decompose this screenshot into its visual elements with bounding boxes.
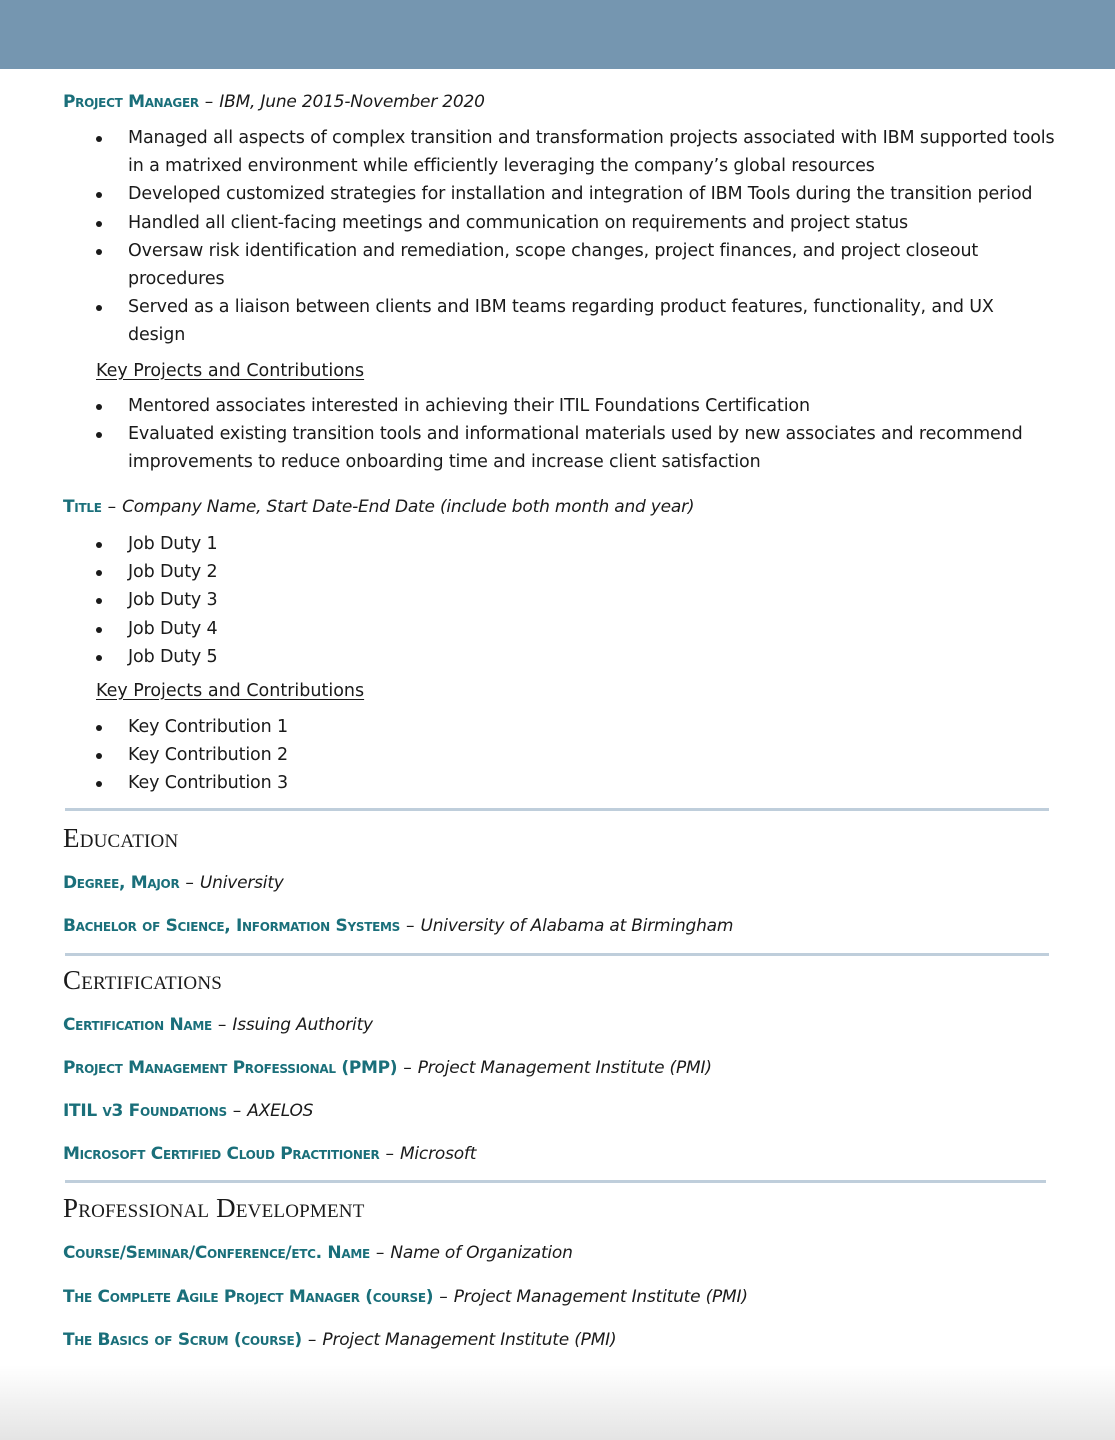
separator: –: [375, 1243, 385, 1263]
list-item-text: Job Duty 3: [128, 590, 218, 611]
job-title: Project Manager: [63, 92, 199, 112]
list-item: [96, 769, 1056, 797]
job-duties-list: [96, 530, 1056, 671]
list-item: [96, 530, 1056, 558]
bullet-icon: [96, 192, 102, 198]
list-item-text: Developed customized strategies for installation and integration of IBM Tools during the transition period: [128, 184, 1033, 205]
separator: –: [185, 873, 194, 893]
list-item-text: Job Duty 4: [128, 618, 218, 639]
bullet-icon: [96, 136, 102, 142]
list-item: [96, 558, 1056, 586]
separator: –: [232, 1101, 242, 1121]
certification-title: Project Management Professional (PMP): [63, 1058, 398, 1078]
issuer: AXELOS: [247, 1101, 314, 1121]
list-item: [96, 293, 1056, 349]
bullet-icon: [96, 249, 102, 255]
development-entry: [63, 1242, 573, 1264]
list-item: [96, 586, 1056, 614]
certification-entry: [63, 1100, 313, 1122]
bullet-icon: [96, 655, 102, 661]
organization: Name of Organization: [390, 1243, 573, 1263]
degree-title: Degree, Major: [63, 873, 180, 893]
list-item: [96, 741, 1056, 769]
job-entry-header: [63, 496, 694, 518]
institution: University: [199, 873, 284, 893]
separator: –: [405, 916, 415, 936]
bullet-icon: [96, 627, 102, 633]
issuer: Microsoft: [399, 1144, 477, 1164]
bullet-icon: [96, 598, 102, 604]
list-item-text: Key Contribution 1: [128, 717, 288, 737]
list-item-text: Oversaw risk identification and remediation, scope changes, project finances, and project closeout procedures: [128, 240, 979, 290]
separator: –: [439, 1287, 448, 1307]
key-projects-heading: Key Projects and Contributions: [96, 681, 365, 701]
list-item-text: Managed all aspects of complex transition and transformation projects associated with IBM supported tools in a matrixed environment while efficiently leveraging the company’s global resources: [128, 128, 1055, 177]
list-item-text: Evaluated existing transition tools and informational materials used by new associates and recommend improvements to reduce onboarding time and increase client satisfaction: [128, 424, 1023, 473]
list-item: [96, 615, 1056, 643]
list-item: [96, 420, 1056, 476]
development-entry: [63, 1286, 748, 1308]
list-item: [96, 124, 1056, 180]
issuer: Issuing Authority: [232, 1015, 373, 1035]
certification-entry: [63, 1014, 373, 1036]
job-entry-header: [63, 91, 485, 113]
certification-title: Certification Name: [63, 1015, 212, 1035]
certification-entry: [63, 1143, 476, 1165]
issuer: Project Management Institute (PMI): [417, 1058, 712, 1078]
list-item-text: Job Duty 2: [128, 562, 218, 583]
section-divider: [65, 808, 1049, 811]
section-divider: [65, 1180, 1046, 1183]
certification-title: ITIL v3 Foundations: [63, 1101, 227, 1121]
job-title: Title: [63, 497, 102, 517]
course-title: The Basics of Scrum (course): [63, 1330, 302, 1350]
separator: –: [307, 1330, 317, 1350]
section-heading-certifications: Certifications: [63, 965, 223, 995]
institution: University of Alabama at Birmingham: [420, 916, 734, 936]
list-item-text: Key Contribution 3: [128, 773, 288, 794]
section-heading-education: Education: [63, 823, 179, 853]
bullet-icon: [96, 305, 102, 311]
bullet-icon: [96, 753, 102, 759]
contributions-list: [96, 392, 1056, 477]
organization: Project Management Institute (PMI): [322, 1330, 617, 1350]
bullet-icon: [96, 725, 102, 731]
list-item-text: Mentored associates interested in achieving their ITIL Foundations Certification: [128, 396, 810, 416]
section-divider: [65, 953, 1049, 956]
list-item: [96, 643, 1056, 671]
separator: –: [107, 497, 117, 517]
course-title: The Complete Agile Project Manager (course): [63, 1287, 434, 1307]
job-company-dates: Company Name, Start Date-End Date (include both month and year): [122, 497, 695, 517]
list-item: [96, 392, 1056, 420]
development-entry: [63, 1329, 616, 1351]
certification-entry: [63, 1057, 712, 1079]
bullet-icon: [96, 432, 102, 438]
education-entry: [63, 872, 284, 894]
separator: –: [204, 92, 214, 112]
page-bottom-shadow: [0, 1365, 1115, 1440]
list-item: [96, 180, 1056, 208]
section-heading-professional-development: Professional Development: [63, 1193, 365, 1223]
list-item-text: Handled all client-facing meetings and communication on requirements and project status: [128, 212, 909, 233]
list-item-text: Key Contribution 2: [128, 745, 288, 766]
job-company-dates: IBM, June 2015-November 2020: [219, 92, 485, 112]
job-duties-list: [96, 124, 1056, 350]
bullet-icon: [96, 781, 102, 787]
bullet-icon: [96, 542, 102, 548]
header-band: [0, 0, 1115, 69]
list-item: [96, 713, 1056, 741]
separator: –: [403, 1058, 412, 1078]
separator: –: [385, 1144, 394, 1164]
list-item-text: Job Duty 1: [128, 534, 218, 554]
list-item-text: Served as a liaison between clients and IBM teams regarding product features, functionality, and UX design: [128, 297, 994, 346]
course-title: Course/Seminar/Conference/etc. Name: [63, 1243, 370, 1263]
education-entry: [63, 915, 733, 937]
certification-title: Microsoft Certified Cloud Practitioner: [63, 1144, 380, 1164]
list-item: [96, 237, 1056, 293]
degree-title: Bachelor of Science, Information Systems: [63, 916, 400, 936]
key-projects-heading: Key Projects and Contributions: [96, 361, 365, 381]
bullet-icon: [96, 221, 102, 227]
bullet-icon: [96, 570, 102, 576]
contributions-list: [96, 713, 1056, 798]
list-item-text: Job Duty 5: [128, 646, 218, 667]
bullet-icon: [96, 404, 102, 410]
list-item: [96, 209, 1056, 237]
organization: Project Management Institute (PMI): [453, 1287, 748, 1307]
separator: –: [217, 1015, 227, 1035]
